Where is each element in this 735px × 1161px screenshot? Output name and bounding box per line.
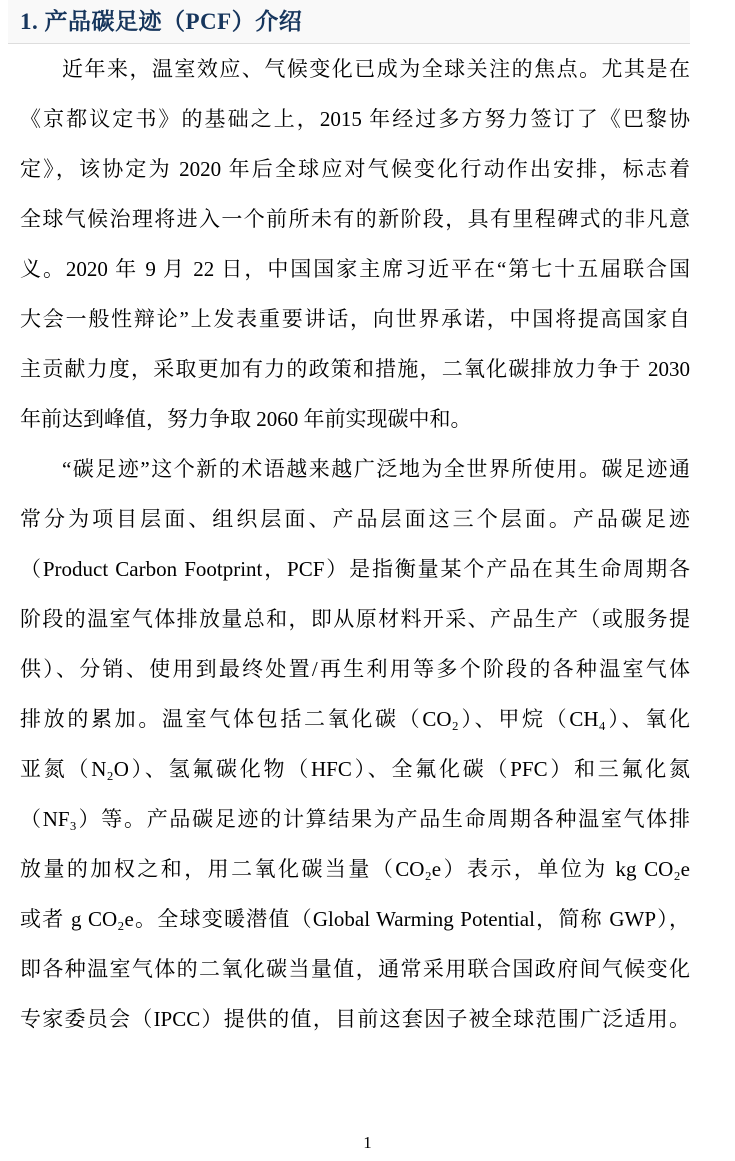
page-number: 1 [363, 1133, 372, 1152]
text-line: 亚氮（N₂O）、氢氟碳化物（HFC）、全氟化碳（PFC）和三氟化氮 [20, 757, 690, 781]
text-line: 主贡献力度，采取更加有力的政策和措施，二氧化碳排放力争于 2030 [20, 357, 690, 381]
text-line: 全球气候治理将进入一个前所未有的新阶段，具有里程碑式的非凡意 [20, 207, 690, 231]
text-line: （Product Carbon Footprint，PCF）是指衡量某个产品在其生命周期各 [20, 557, 690, 581]
section-heading-band [8, 0, 690, 44]
text-line: 义。2020 年 9 月 22 日，中国国家主席习近平在“第七十五届联合国 [20, 257, 690, 281]
text-line: 年前达到峰值，努力争取 2060 年前实现碳中和。 [20, 407, 472, 431]
page-content [20, 0, 690, 1044]
text-line: 即各种温室气体的二氧化碳当量值，通常采用联合国政府间气候变化 [20, 957, 690, 981]
text-line: 专家委员会（IPCC）提供的值，目前这套因子被全球范围广泛适用。 [20, 1007, 690, 1031]
text-line: 阶段的温室气体排放量总和，即从原材料开采、产品生产（或服务提 [20, 607, 690, 631]
text-line: 近年来，温室效应、气候变化已成为全球关注的焦点。尤其是在 [62, 57, 690, 81]
text-line: 或者 g CO₂e。全球变暖潜值（Global Warming Potential，简称 GWP）， [20, 907, 690, 931]
text-line: （NF₃）等。产品碳足迹的计算结果为产品生命周期各种温室气体排 [20, 807, 690, 831]
text-line: 常分为项目层面、组织层面、产品层面这三个层面。产品碳足迹 [20, 507, 690, 531]
text-line: 定》，该协定为 2020 年后全球应对气候变化行动作出安排，标志着 [20, 157, 690, 181]
text-line: “碳足迹”这个新的术语越来越广泛地为全世界所使用。碳足迹通 [62, 457, 690, 481]
text-line: 《京都议定书》的基础之上，2015 年经过多方努力签订了《巴黎协 [20, 107, 690, 131]
section-heading: 1. 产品碳足迹（PCF）介绍 [20, 9, 303, 34]
paragraph-2 [20, 444, 690, 1044]
text-line: 排放的累加。温室气体包括二氧化碳（CO₂）、甲烷（CH₄）、氧化 [20, 707, 690, 731]
text-line: 放量的加权之和，用二氧化碳当量（CO₂e）表示，单位为 kg CO₂e [20, 857, 690, 881]
text-line: 供）、分销、使用到最终处置/再生利用等多个阶段的各种温室气体 [20, 657, 690, 681]
paragraph-1 [20, 44, 690, 444]
text-line: 大会一般性辩论”上发表重要讲话，向世界承诺，中国将提高国家自 [20, 307, 690, 331]
